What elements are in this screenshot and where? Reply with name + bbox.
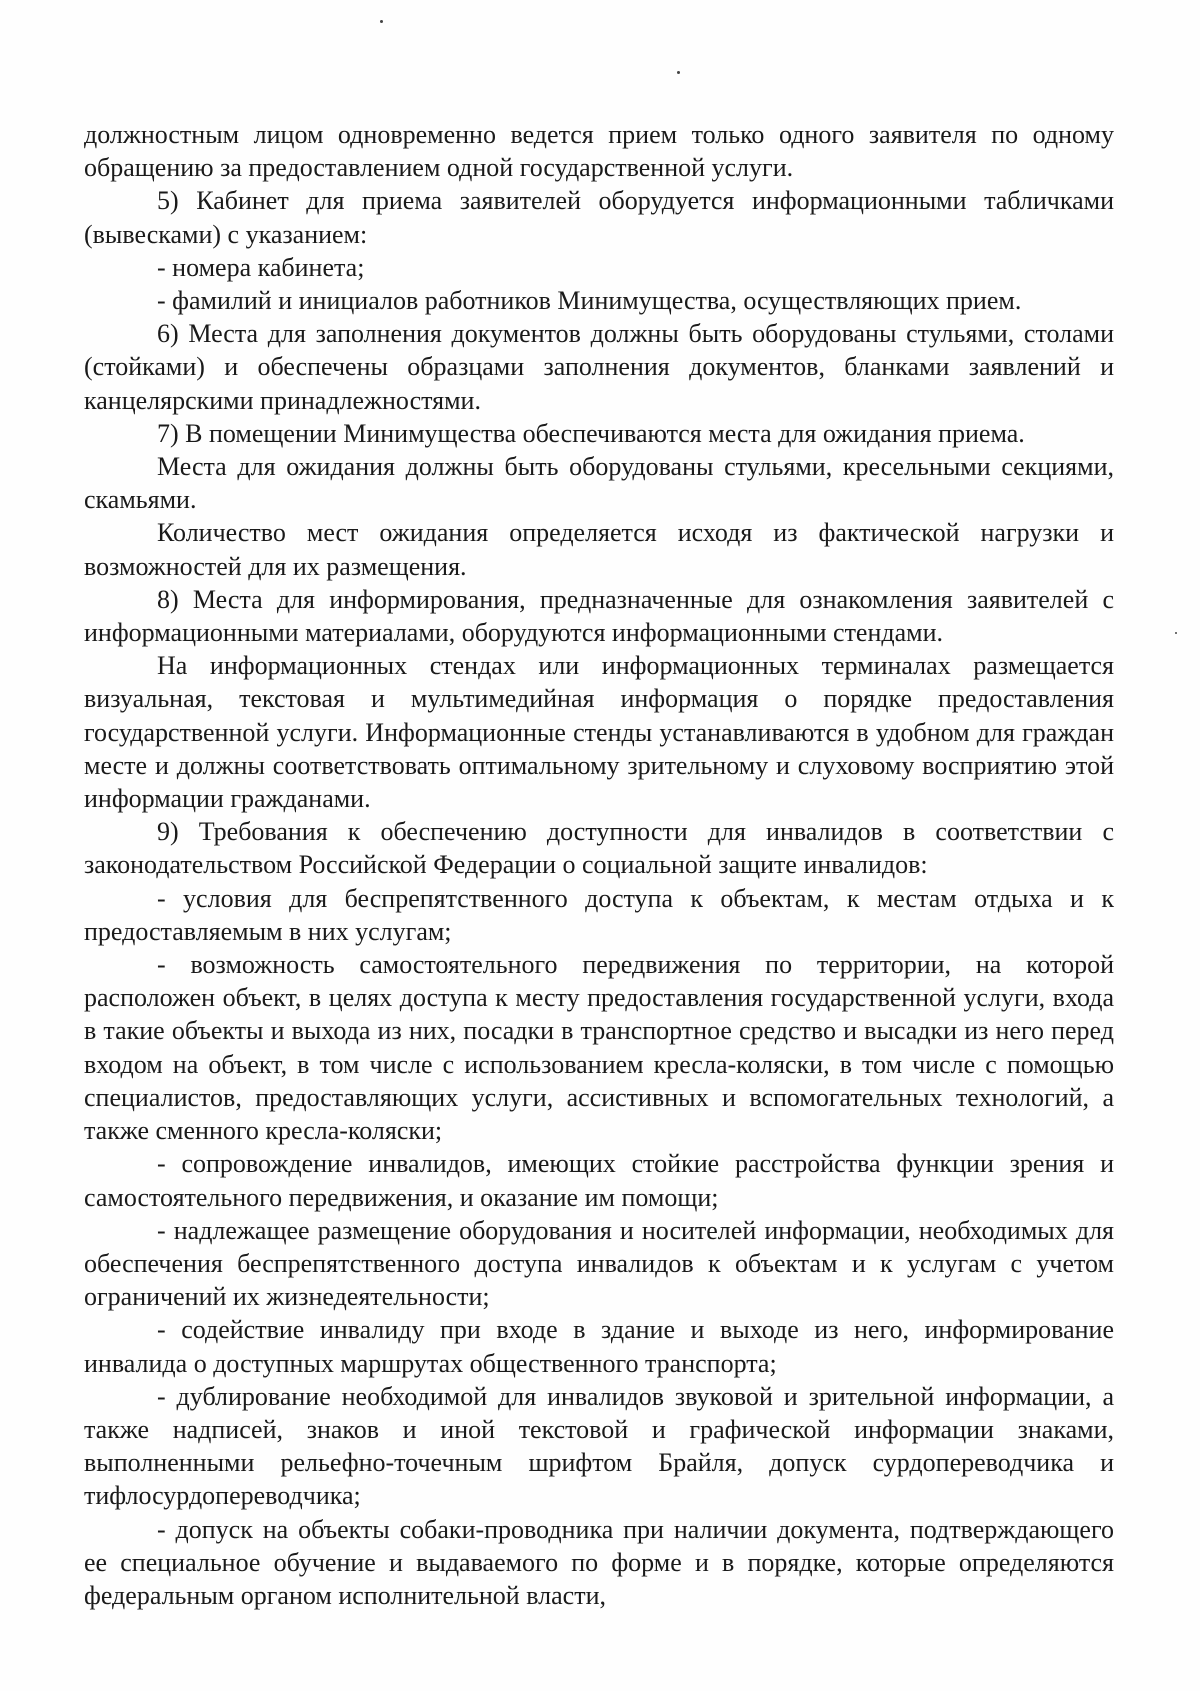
paragraph: 6) Места для заполнения документов должны быть оборудованы стульями, столами (стойками) и обеспечены образцами заполнения документов, бланками заявлений и канцелярскими принадлежностями. [84, 319, 1114, 415]
scan-speck [380, 20, 383, 23]
paragraph: 8) Места для информирования, предназначенные для ознакомления заявителей с информационными материалами, оборудуются информационными стендами. [84, 584, 1114, 648]
paragraph: Места для ожидания должны быть оборудованы стульями, кресельными секциями, скамьями. [84, 452, 1114, 515]
list-item: - допуск на объекты собаки-проводника при наличии документа, подтверждающего ее специальное обучение и выдаваемого по форме и в порядке, которые определяются федеральным органом исполнительной власти, [84, 1514, 1114, 1610]
list-item: - возможность самостоятельного передвижения по территории, на которой расположен объект, в целях доступа к месту предоставления государственной услуги, входа в такие объекты и выхода из них, посадки в транспортное средство и высадки из него перед входом на объект, в том числе с использованием кресла-коляски, в том числе с помощью специалистов, предоставляющих услуги, ассистивных и вспомогательных технологий, а также сменного кресла-коляски; [84, 950, 1114, 1146]
document-body [84, 118, 1114, 1612]
list-item: - номера кабинета; [157, 252, 365, 282]
list-item: - сопровождение инвалидов, имеющих стойкие расстройства функции зрения и самостоятельного передвижения, и оказание им помощи; [84, 1149, 1114, 1212]
list-item: - фамилий и инициалов работников Минимущества, осуществляющих прием. [157, 286, 1022, 316]
paragraph: На информационных стендах или информационных терминалах размещается визуальная, текстовая и мультимедийная информация о порядке предоставления государственной услуги. Информационные стенды устанавливаются в удобном для граждан месте и должны соответствовать оптимальному зрительному и слуховому восприятию этой информации гражданами. [84, 651, 1114, 814]
list-item: - условия для беспрепятственного доступа к объектам, к местам отдыха и к предоставляемым в них услугам; [84, 883, 1114, 946]
scan-speck [1175, 632, 1177, 634]
list-item: - дублирование необходимой для инвалидов звуковой и зрительной информации, а также надписей, знаков и иной текстовой и графической информации знаками, выполненными рельефно-точечным шрифтом Брайля, допуск сурдопереводчика и тифлосурдопереводчика; [84, 1381, 1114, 1511]
paragraph: 7) В помещении Минимущества обеспечиваются места для ожидания приема. [157, 418, 1025, 448]
paragraph: 5) Кабинет для приема заявителей оборудуется информационными табличками (вывесками) с указанием: [84, 186, 1114, 249]
paragraph: должностным лицом одновременно ведется прием только одного заявителя по одному обращению за предоставлением одной государственной услуги. [84, 120, 1114, 183]
list-item: - содействие инвалиду при входе в здание и выходе из него, информирование инвалида о доступных маршрутах общественного транспорта; [84, 1315, 1114, 1378]
paragraph: Количество мест ожидания определяется исходя из фактической нагрузки и возможностей для их размещения. [84, 518, 1114, 581]
list-item: - надлежащее размещение оборудования и носителей информации, необходимых для обеспечения беспрепятственного доступа инвалидов к объектам и к услугам с учетом ограничений их жизнедеятельности; [84, 1215, 1114, 1312]
scan-speck [677, 71, 680, 74]
paragraph: 9) Требования к обеспечению доступности для инвалидов в соответствии с законодательством Российской Федерации о социальной защите инвалидов: [84, 817, 1114, 880]
